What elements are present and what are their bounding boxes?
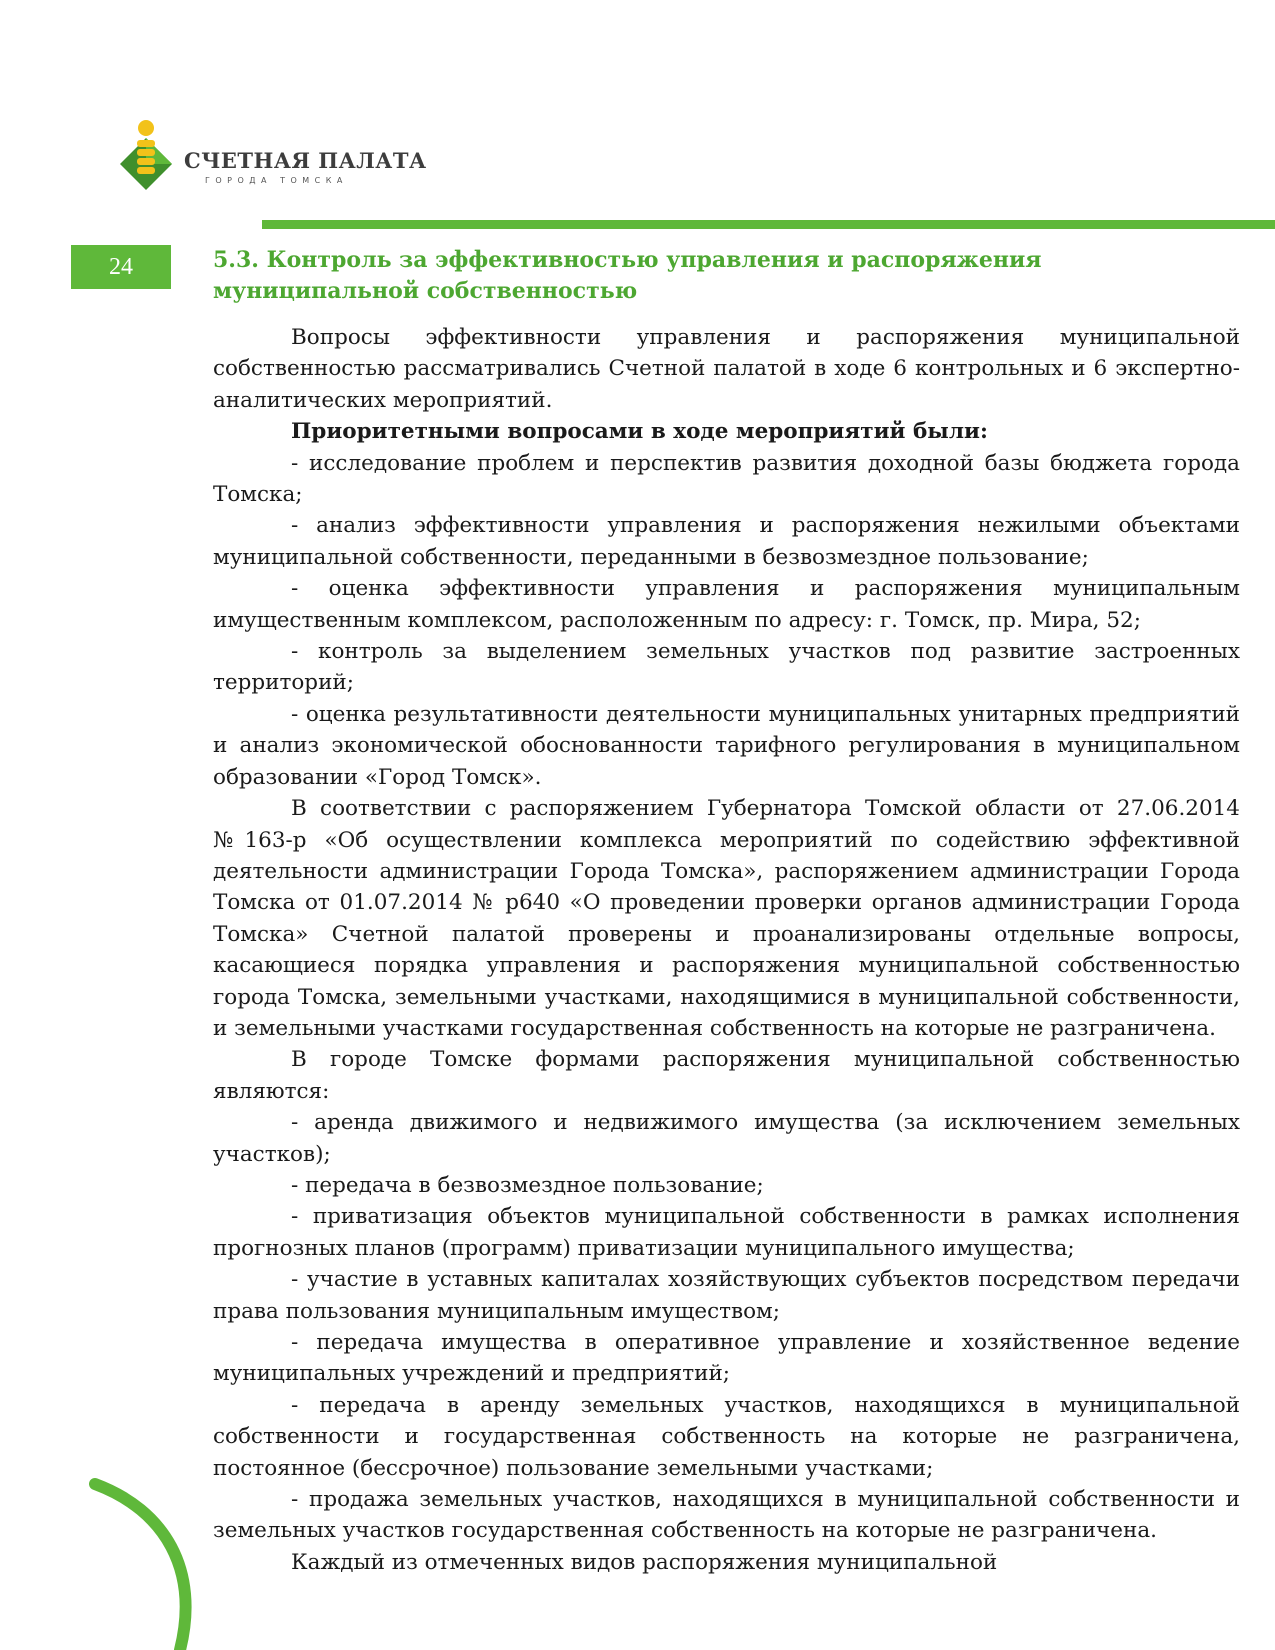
body-text: [213, 322, 1240, 1578]
list-item: - контроль за выделением земельных участков под развитие застроенных территорий;: [213, 639, 1240, 696]
org-name: СЧЕТНАЯ ПАЛАТА: [184, 148, 427, 173]
paragraph: Вопросы эффективности управления и распоряжения муниципальной собственностью рассматривались Счетной палатой в ходе 6 контрольных и 6 экспертно-аналитических мероприятий.: [213, 325, 1240, 413]
list-item: - передача в аренду земельных участков, находящихся в муниципальной собственности и государственная собственность на которые не разграничена, постоянное (бессрочное) пользование земельными участками;: [213, 1392, 1240, 1481]
list-item: - передача имущества в оперативное управление и хозяйственное ведение муниципальных учреждений и предприятий;: [213, 1330, 1240, 1387]
paragraph: Каждый из отмеченных видов распоряжения муниципальной: [291, 1549, 998, 1575]
list-item: - приватизация объектов муниципальной собственности в рамках исполнения прогнозных планов (программ) приватизации муниципального имущества;: [213, 1204, 1240, 1261]
section-heading: 5.3. Контроль за эффективностью управления и распоряжения муниципальной собственностью: [213, 247, 1042, 304]
list-item: - оценка эффективности управления и распоряжения муниципальным имущественным комплексом, расположенным по адресу: г. Томск, пр. Мира, 52;: [213, 576, 1240, 633]
header-divider: [262, 220, 1275, 229]
logo: [118, 118, 427, 198]
list-item: - передача в безвозмездное пользование;: [291, 1172, 764, 1198]
paragraph: В соответствии с распоряжением Губернатора Томской области от 27.06.2014 №163-р «Об осуществлении комплекса мероприятий по содействию эффективной деятельности администрации Города Томска», распоряжением администрации Города Томска от 01.07.2014 № р640 «О проведении проверки органов администрации Города Томска» Счетной палатой проверены и проанализированы отдельные вопросы, касающиеся порядка управления и распоряжения муниципальной собственностью города Томска, земельными участками, находящимися в муниципальной собственности, и земельными участками государственная собственность на которые не разграничена.: [213, 796, 1240, 1041]
paragraph: В городе Томске формами распоряжения муниципальной собственностью являются:: [213, 1047, 1240, 1104]
list-item: - исследование проблем и перспектив развития доходной базы бюджета города Томска;: [213, 450, 1240, 508]
page-number-badge: 24: [71, 245, 171, 289]
list-item: - оценка результативности деятельности муниципальных унитарных предприятий и анализ экономической обоснованности тарифного регулирования в муниципальном образовании «Город Томск».: [213, 701, 1240, 790]
list-item: - анализ эффективности управления и распоряжения нежилыми объектами муниципальной собственности, переданными в безвозмездное пользование;: [213, 513, 1240, 570]
decorative-arc: [0, 1470, 200, 1650]
paragraph-priorities-title: Приоритетными вопросами в ходе мероприятий были:: [291, 419, 988, 445]
list-item: - участие в уставных капиталах хозяйствующих субъектов посредством передачи права пользования муниципальным имуществом;: [213, 1267, 1240, 1324]
logo-emblem-icon: [118, 118, 178, 198]
list-item: - продажа земельных участков, находящихся в муниципальной собственности и земельных участков государственная собственность на которые не разграничена.: [213, 1487, 1240, 1544]
org-subtitle: ГОРОДА ТОМСКА: [205, 176, 348, 185]
list-item: - аренда движимого и недвижимого имущества (за исключением земельных участков);: [213, 1110, 1240, 1167]
